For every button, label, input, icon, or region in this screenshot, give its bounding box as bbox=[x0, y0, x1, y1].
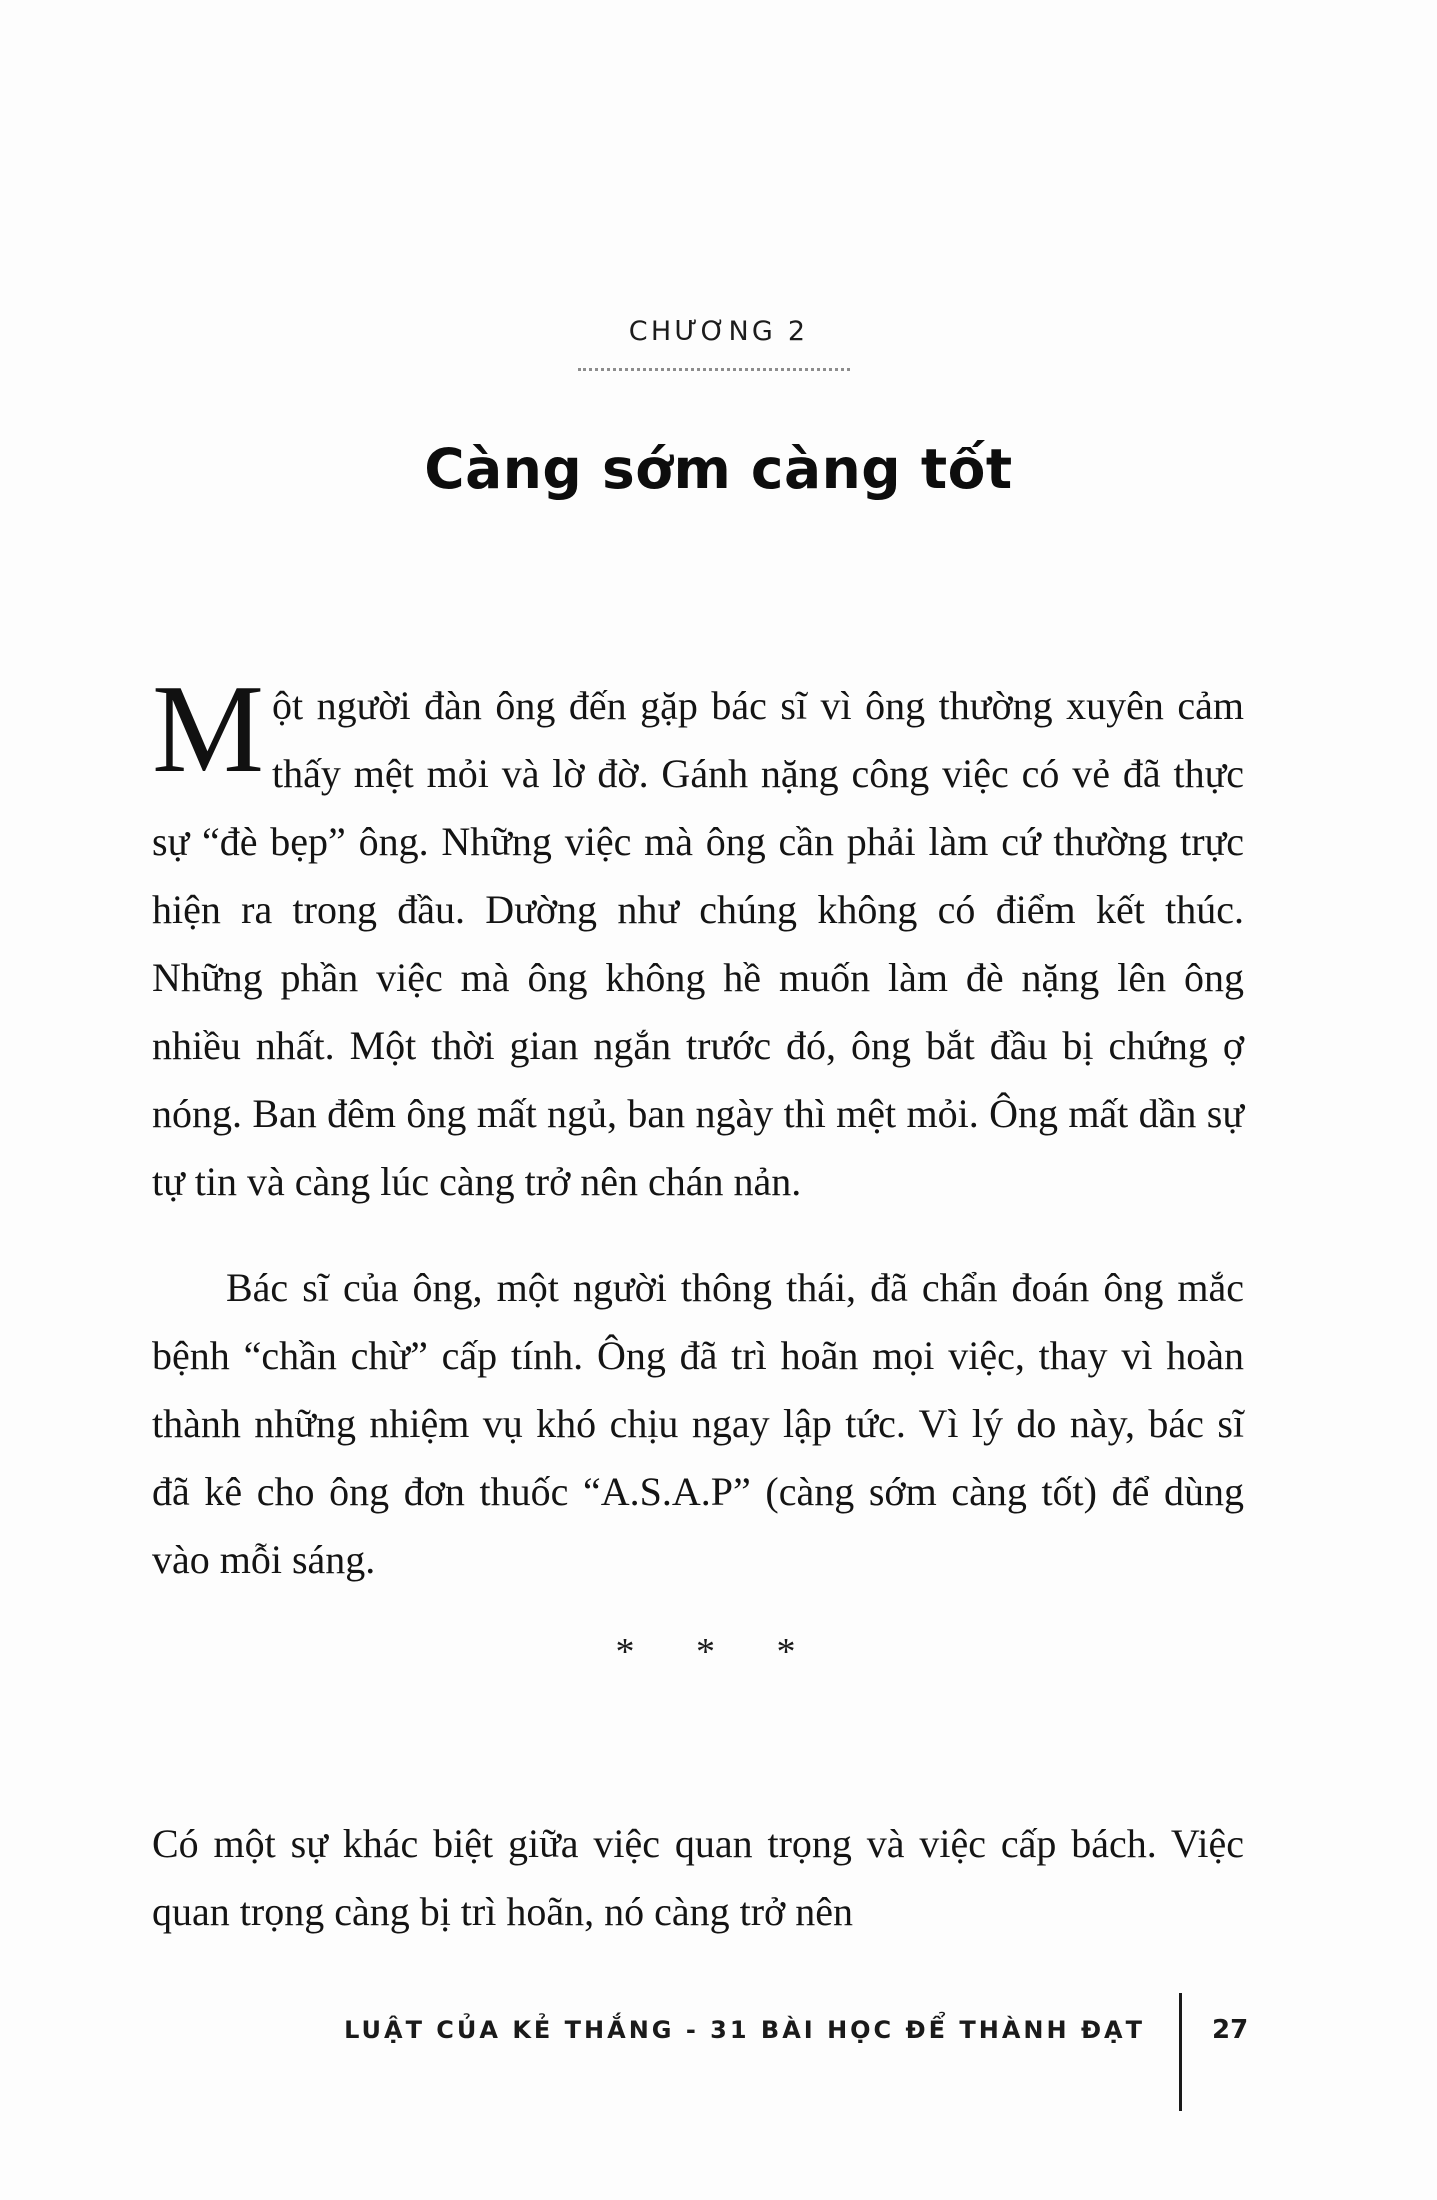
page-number: 27 bbox=[1212, 2015, 1249, 2045]
page-footer bbox=[152, 2000, 1292, 2060]
chapter-divider-rule bbox=[578, 368, 850, 374]
footer-book-title: LUẬT CỦA KẺ THẮNG - 31 BÀI HỌC ĐỂ THÀNH ĐẠT bbox=[344, 2016, 1145, 2044]
paragraph-three: Có một sự khác biệt giữa việc quan trọng và việc cấp bách. Việc quan trọng càng bị trì hoãn, nó càng trở nên bbox=[152, 1821, 1244, 1934]
paragraph-one-text: ột người đàn ông đến gặp bác sĩ vì ông thường xuyên cảm thấy mệt mỏi và lờ đờ. Gánh nặng công việc có vẻ đã thực sự “đè bẹp” ông. Những việc mà ông cần phải làm cứ thường trực hiện ra trong đầu. Dường như chúng không có điểm kết thúc. Những phần việc mà ông không hề muốn làm đè nặng lên ông nhiều nhất. Một thời gian ngắn trước đó, ông bắt đầu bị chứng ợ nóng. Ban đêm ông mất ngủ, ban ngày thì mệt mỏi. Ông mất dần sự tự tin và càng lúc càng trở nên chán nản. bbox=[152, 683, 1244, 1204]
paragraph-one bbox=[152, 660, 1244, 1216]
paragraph-two: Bác sĩ của ông, một người thông thái, đã chẩn đoán ông mắc bệnh “chần chừ” cấp tính. Ông đã trì hoãn mọi việc, thay vì hoàn thành những nhiệm vụ khó chịu ngay lập tức. Vì lý do này, bác sĩ đã kê cho ông đơn thuốc “A.S.A.P” (càng sớm càng tốt) để dùng vào mỗi sáng. bbox=[152, 1265, 1244, 1582]
chapter-title: Càng sớm càng tốt bbox=[424, 436, 1013, 501]
drop-cap: M bbox=[152, 660, 265, 799]
chapter-label: CHƯƠNG 2 bbox=[628, 316, 809, 347]
section-divider: * * * bbox=[615, 1631, 822, 1673]
footer-separator bbox=[1179, 1993, 1182, 2111]
